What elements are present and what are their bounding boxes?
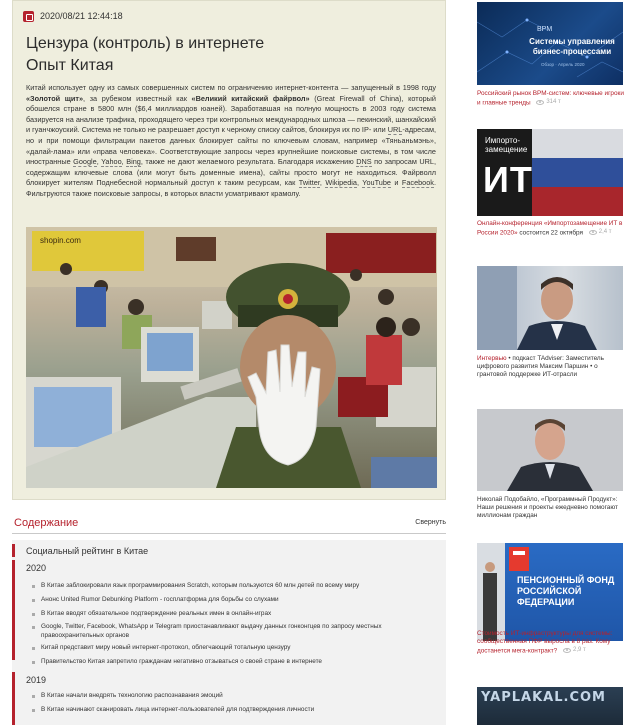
toc-title: Содержание bbox=[14, 517, 79, 529]
toc-item[interactable]: В Китае заблокировали язык программирования Scratch, которым пользуются 60 млн детей по всему миру bbox=[41, 582, 437, 591]
term-link-twitter[interactable]: Twitter bbox=[298, 178, 320, 188]
view-count-value: 2,9 т bbox=[572, 647, 586, 653]
term-link-url[interactable]: URL bbox=[387, 125, 403, 135]
toc-item[interactable]: В Китае начали внедрять технологию распознавания эмоций bbox=[41, 692, 437, 701]
toc-year-2020[interactable]: 2020 bbox=[26, 563, 47, 573]
term-link-yahoo[interactable]: Yahoo bbox=[101, 157, 122, 167]
caption-link[interactable]: Стоимость ИТ-инфраструктуры для системы: сообщественная ПФР выросла в 8 раз. Кому достанется мега-контракт? bbox=[477, 630, 613, 655]
caption-link[interactable]: Онлайн-конференция «Импортозамещение ИТ в России 2020» bbox=[477, 220, 623, 237]
view-count bbox=[536, 98, 560, 106]
toc-item[interactable]: В Китае начинают сканировать лица интернет-пользователей для подтверждения личности bbox=[41, 706, 437, 715]
eye-icon bbox=[536, 100, 544, 105]
lead-text: , bbox=[319, 178, 326, 188]
eye-icon bbox=[563, 648, 571, 653]
toc-item[interactable]: Google, Twitter, Facebook, WhatsApp и Telegram приостанавливают выдачу данных гонконгцев по запросу местных правоохранительных органов bbox=[41, 623, 437, 640]
term-link-youtube[interactable]: YouTube bbox=[362, 178, 391, 188]
toc-collapse-link[interactable]: Свернуть bbox=[415, 519, 446, 526]
caption-rest[interactable]: Николай Подобайло, «Программный Продукт»: Наши решения и проекты ежедневно помогают миллионам граждан bbox=[477, 496, 618, 519]
lead-text: -адресам, но и при помощи фильтрации пакетов данных блокирует сайты по ключевым словам, например «Тяньаньмэнь», «далай-лама» или «права человека». Соответствующие запросы через крупнейшие поисковые системы, в том числе иностранные bbox=[26, 125, 436, 167]
lead-text: (Great Firewall of China), который обошелся стране в 5800 млн ($6,4 миллиардов юаней). Заработавшая на полную мощность в 2003 году система базируется на анализе трафика, проходящего через три контрольных международных шлюза — пекинский, шанхайский и гуанчжоуский. Система не только не разрешает доступ к черному списку сайтов, блокируя их по IP- или bbox=[26, 93, 437, 135]
lead-text: и bbox=[390, 178, 402, 188]
sidebar-card-caption[interactable] bbox=[477, 496, 625, 520]
toc-marker bbox=[12, 560, 15, 660]
article-date: 2020/08/21 12:44:18 bbox=[40, 11, 123, 21]
lead-text: , bbox=[96, 157, 102, 167]
bpm-banner-title: BPM bbox=[537, 26, 553, 33]
caption-rest: • подкаст TAdviser: Заместитель цифрового развития Максим Паршин • о грантовой поддержке ИТ-отрасли bbox=[477, 355, 604, 378]
flag-stripe-white bbox=[532, 129, 623, 158]
toc-marker bbox=[12, 672, 15, 725]
footer-banner-image[interactable] bbox=[477, 687, 623, 725]
import-banner-big: ИТ bbox=[483, 159, 533, 200]
flag-stripe-red bbox=[532, 187, 623, 216]
term-link-bing[interactable]: Bing bbox=[126, 157, 141, 167]
view-count-value: 2,4 т bbox=[598, 229, 612, 235]
bpm-banner-image[interactable] bbox=[477, 2, 623, 85]
import-banner-small: Импорто- замещение bbox=[485, 136, 528, 154]
caption-link[interactable]: Российский рынок BPM-систем: ключевые игроки и главные тренды bbox=[477, 90, 624, 107]
lead-text: , bbox=[121, 157, 127, 167]
lead-text: , за рубежом известный как bbox=[83, 93, 192, 103]
term-link-google[interactable]: Google bbox=[73, 157, 97, 167]
term-link-facebook[interactable]: Facebook bbox=[401, 178, 434, 188]
sidebar-card-caption[interactable] bbox=[477, 630, 625, 656]
page-title bbox=[26, 33, 436, 77]
lead-text: по запросам URL, содержащим ключевые слова (или могут быть доменные имена), сайты просто могут не находиться. Файрволл блокирует жителям Поднебесной нормальный доступ к таким ресурсам, как bbox=[26, 157, 436, 188]
lead-bold: «Великий китайский файрвол» bbox=[191, 93, 310, 103]
article-lead bbox=[26, 83, 436, 200]
bpm-banner-note: Обзор · Апрель 2020 bbox=[541, 62, 585, 67]
title-line-2: Опыт Китая bbox=[26, 57, 114, 74]
view-count bbox=[589, 228, 612, 236]
photo-banner-text: shopin.com bbox=[40, 236, 81, 245]
sidebar-card-caption[interactable] bbox=[477, 220, 625, 238]
podobaylo-portrait[interactable] bbox=[477, 409, 623, 491]
toc-marker bbox=[12, 544, 15, 557]
article-photo bbox=[26, 227, 437, 488]
term-link-wikipedia[interactable]: Wikipedia bbox=[325, 178, 357, 188]
caption-rest: состоится 22 октября bbox=[517, 229, 583, 237]
caption-link[interactable]: Интервью bbox=[477, 355, 507, 362]
toc-header bbox=[12, 510, 446, 534]
flag-stripe-blue bbox=[532, 158, 623, 187]
bpm-banner-subtitle: Системы управления бизнес-процессами bbox=[529, 37, 615, 56]
pfr-building-image[interactable] bbox=[477, 543, 623, 641]
person-portrait-icon bbox=[477, 409, 623, 491]
calendar-icon bbox=[23, 11, 34, 22]
lead-text: Китай использует одну из самых совершенных систем по ограничению интернет-контента — запущенный в 1998 году bbox=[26, 83, 436, 92]
internet-cafe-illustration bbox=[26, 227, 437, 488]
article-meta bbox=[23, 10, 123, 22]
toc-item[interactable]: Китай представит миру новый интернет-протокол, облегчающий тотальную цензуру bbox=[41, 644, 437, 653]
lead-text: . Фильтруются также поисковые запросы, в которых власти усматривают крамолу. bbox=[26, 178, 436, 198]
sidebar-card-caption[interactable] bbox=[477, 355, 625, 379]
lead-text: , также не дают желаемого результата. Благодаря искажению bbox=[140, 157, 357, 167]
title-line-1: Цензура (контроль) в интернете bbox=[26, 35, 265, 52]
pfr-sign-text: ПЕНСИОННЫЙ ФОНД РОССИЙСКОЙ ФЕДЕРАЦИИ bbox=[517, 575, 615, 607]
lead-bold: «Золотой щит» bbox=[26, 93, 84, 103]
footer-logo: YAPLAKAL.COM bbox=[481, 690, 606, 705]
interview-portrait[interactable] bbox=[477, 266, 623, 350]
view-count-value: 314 т bbox=[546, 99, 561, 105]
eye-icon bbox=[589, 230, 597, 235]
import-banner-image[interactable] bbox=[477, 129, 623, 216]
toc-body bbox=[12, 540, 446, 725]
toc-item[interactable]: Правительство Китая запретило гражданам негативно отзываться о своей стране в интернете bbox=[41, 658, 437, 667]
toc-year-2019[interactable]: 2019 bbox=[26, 675, 47, 685]
toc-heading[interactable]: Социальный рейтинг в Китае bbox=[26, 546, 149, 556]
lead-text: , bbox=[356, 178, 363, 188]
view-count bbox=[563, 646, 586, 654]
toc-item[interactable]: Анонс United Rumor Debunking Platform - госплатформа для борьбы со слухами bbox=[41, 596, 437, 605]
term-link-dns[interactable]: DNS bbox=[356, 157, 372, 167]
person-portrait-icon bbox=[477, 266, 623, 350]
toc-item[interactable]: В Китае вводят обязательное подтверждение реальных имен в онлайн-играх bbox=[41, 610, 437, 619]
table-of-contents bbox=[12, 510, 446, 725]
sidebar-card-caption[interactable] bbox=[477, 90, 625, 108]
